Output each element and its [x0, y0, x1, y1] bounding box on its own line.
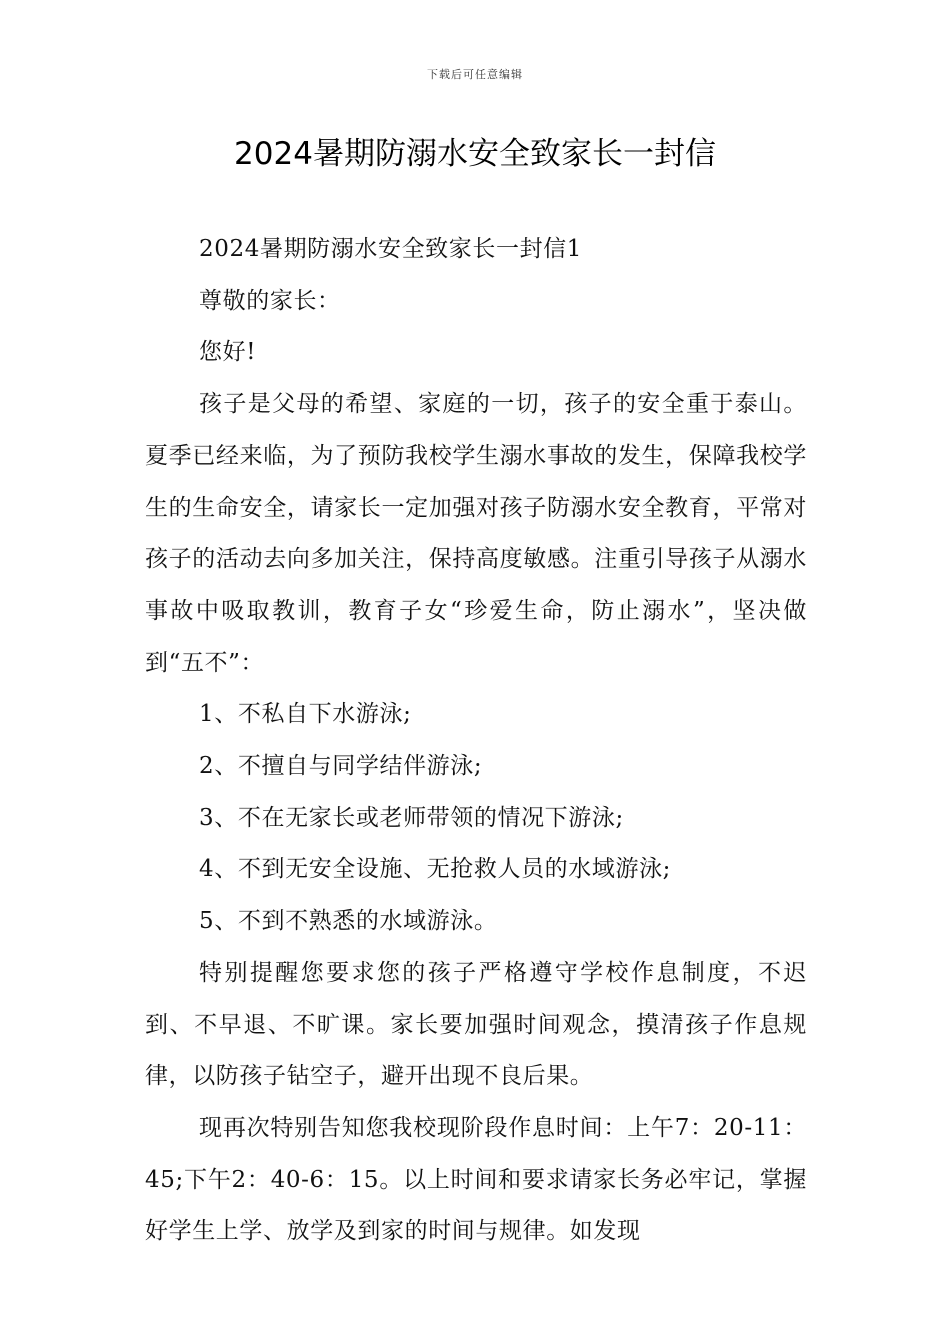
paragraph-schedule: 现再次特别告知您我校现阶段作息时间：上午7：20-11：45;下午2：40-6：15。以上时间和要求请家长务必牢记，掌握好学生上学、放学及到家的时间与规律。如发现	[145, 1114, 807, 1245]
rule-item: 1、不私自下水游泳;	[199, 701, 412, 728]
rule-item: 4、不到无安全设施、无抢救人员的水域游泳;	[199, 856, 672, 883]
paragraph-reminder: 特别提醒您要求您的孩子严格遵守学校作息制度，不迟到、不早退、不旷课。家长要加强时间观念，摸清孩子作息规律，以防孩子钻空子，避开出现不良后果。	[145, 959, 807, 1090]
greeting: 您好!	[199, 339, 257, 366]
letter-subtitle: 2024暑期防溺水安全致家长一封信1	[199, 236, 583, 262]
paragraph-intro: 孩子是父母的希望、家庭的一切，孩子的安全重于泰山。夏季已经来临，为了预防我校学生溺水事故的发生，保障我校学生的生命安全，请家长一定加强对孩子防溺水安全教育，平常对孩子的活动去向多加关注，保持高度敏感。注重引导孩子从溺水事故中吸取教训，教育子女“珍爱生命，防止溺水”，坚决做到“五不”：	[145, 391, 807, 676]
rule-item: 5、不到不熟悉的水域游泳。	[199, 908, 498, 935]
header-note: 下载后可任意编辑	[427, 68, 523, 81]
letter-body	[145, 224, 807, 1258]
salutation: 尊敬的家长：	[199, 287, 341, 314]
rule-item: 3、不在无家长或老师带领的情况下游泳;	[199, 804, 624, 831]
rule-item: 2、不擅自与同学结伴游泳;	[199, 753, 483, 780]
document-title: 2024暑期防溺水安全致家长一封信	[234, 136, 716, 172]
